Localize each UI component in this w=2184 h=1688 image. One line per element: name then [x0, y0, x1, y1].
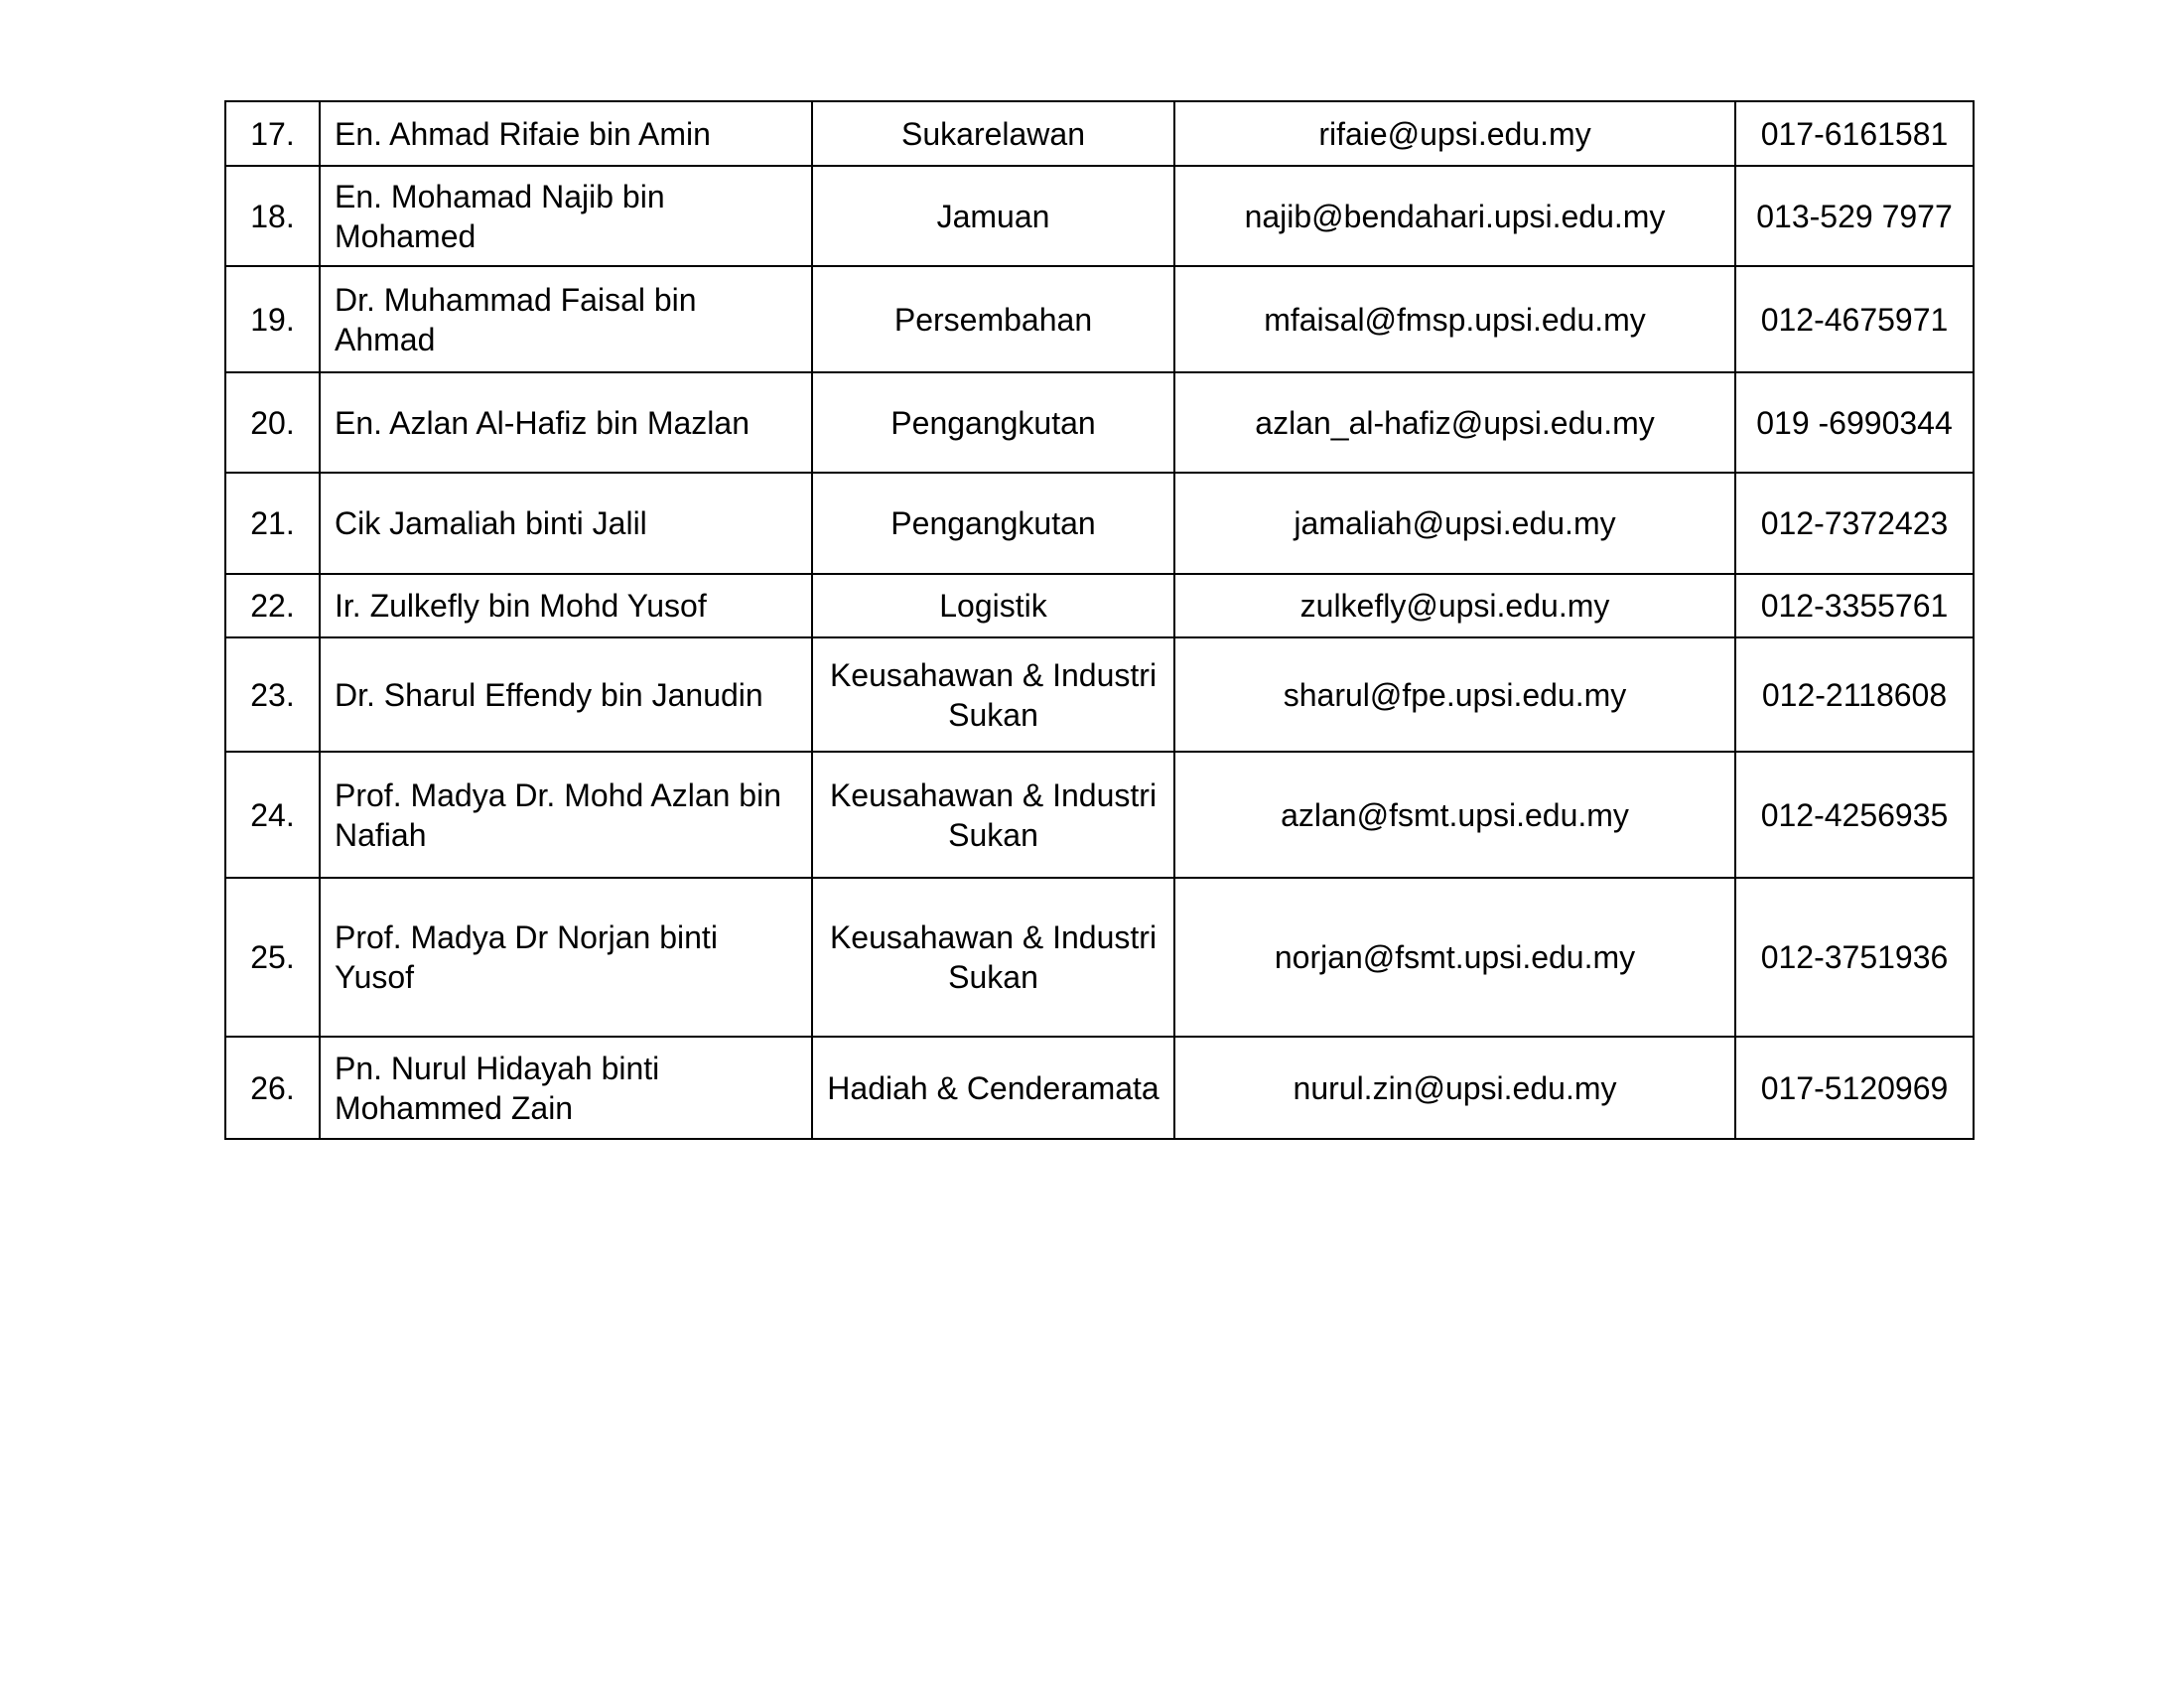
person-name: Prof. Madya Dr Norjan binti Yusof — [320, 878, 812, 1037]
committee-role: Keusahawan & Industri Sukan — [812, 752, 1174, 878]
contact-table — [224, 100, 1975, 1140]
table-row — [225, 574, 1974, 637]
phone-number: 017-5120969 — [1735, 1037, 1974, 1139]
person-name: Ir. Zulkefly bin Mohd Yusof — [320, 574, 812, 637]
phone-number: 012-4675971 — [1735, 266, 1974, 372]
email-address: azlan_al-hafiz@upsi.edu.my — [1174, 372, 1735, 473]
email-address: zulkefly@upsi.edu.my — [1174, 574, 1735, 637]
phone-number: 013-529 7977 — [1735, 166, 1974, 266]
committee-role: Pengangkutan — [812, 473, 1174, 574]
table-row — [225, 637, 1974, 752]
phone-number: 012-3355761 — [1735, 574, 1974, 637]
phone-number: 012-7372423 — [1735, 473, 1974, 574]
row-number: 21. — [225, 473, 320, 574]
person-name: Pn. Nurul Hidayah binti Mohammed Zain — [320, 1037, 812, 1139]
table-row — [225, 473, 1974, 574]
row-number: 17. — [225, 101, 320, 166]
committee-role: Keusahawan & Industri Sukan — [812, 878, 1174, 1037]
table-row — [225, 166, 1974, 266]
row-number: 20. — [225, 372, 320, 473]
phone-number: 012-4256935 — [1735, 752, 1974, 878]
email-address: nurul.zin@upsi.edu.my — [1174, 1037, 1735, 1139]
phone-number: 012-3751936 — [1735, 878, 1974, 1037]
row-number: 23. — [225, 637, 320, 752]
email-address: sharul@fpe.upsi.edu.my — [1174, 637, 1735, 752]
table-row — [225, 1037, 1974, 1139]
email-address: norjan@fsmt.upsi.edu.my — [1174, 878, 1735, 1037]
row-number: 24. — [225, 752, 320, 878]
row-number: 26. — [225, 1037, 320, 1139]
phone-number: 017-6161581 — [1735, 101, 1974, 166]
committee-role: Sukarelawan — [812, 101, 1174, 166]
person-name: Prof. Madya Dr. Mohd Azlan bin Nafiah — [320, 752, 812, 878]
committee-role: Jamuan — [812, 166, 1174, 266]
phone-number: 019 -6990344 — [1735, 372, 1974, 473]
row-number: 22. — [225, 574, 320, 637]
email-address: azlan@fsmt.upsi.edu.my — [1174, 752, 1735, 878]
person-name: Dr. Sharul Effendy bin Janudin — [320, 637, 812, 752]
person-name: Cik Jamaliah binti Jalil — [320, 473, 812, 574]
committee-role: Hadiah & Cenderamata — [812, 1037, 1174, 1139]
table-row — [225, 878, 1974, 1037]
email-address: rifaie@upsi.edu.my — [1174, 101, 1735, 166]
table-row — [225, 101, 1974, 166]
table-row — [225, 372, 1974, 473]
committee-role: Keusahawan & Industri Sukan — [812, 637, 1174, 752]
person-name: En. Mohamad Najib bin Mohamed — [320, 166, 812, 266]
committee-role: Persembahan — [812, 266, 1174, 372]
email-address: mfaisal@fmsp.upsi.edu.my — [1174, 266, 1735, 372]
person-name: Dr. Muhammad Faisal bin Ahmad — [320, 266, 812, 372]
person-name: En. Ahmad Rifaie bin Amin — [320, 101, 812, 166]
row-number: 18. — [225, 166, 320, 266]
person-name: En. Azlan Al-Hafiz bin Mazlan — [320, 372, 812, 473]
table-row — [225, 266, 1974, 372]
email-address: najib@bendahari.upsi.edu.my — [1174, 166, 1735, 266]
row-number: 19. — [225, 266, 320, 372]
row-number: 25. — [225, 878, 320, 1037]
committee-role: Logistik — [812, 574, 1174, 637]
phone-number: 012-2118608 — [1735, 637, 1974, 752]
table-row — [225, 752, 1974, 878]
email-address: jamaliah@upsi.edu.my — [1174, 473, 1735, 574]
committee-role: Pengangkutan — [812, 372, 1174, 473]
